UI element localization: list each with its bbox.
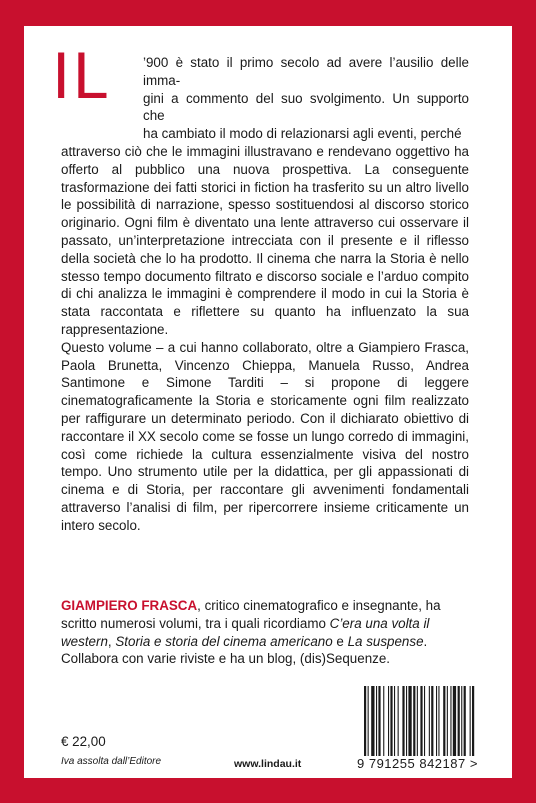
first-line-2: gini a commento del suo svolgimento. Un supporto che	[143, 90, 469, 124]
publisher-website: www.lindau.it	[234, 758, 302, 770]
author-title-2: Storia e storia del cinema americano	[115, 633, 333, 649]
drop-cap: IL	[52, 40, 109, 113]
barcode-graphic	[364, 686, 508, 756]
blurb-paragraph-1	[61, 54, 469, 339]
vat-note: Iva assolta dall’Editore	[61, 756, 162, 767]
author-sep-2: e	[332, 633, 348, 649]
price: € 22,00	[61, 734, 106, 749]
author-bio	[61, 597, 469, 668]
blurb-paragraph-2: Questo volume – a cui hanno collaborato, oltre a Giampiero Frasca, Paola Brunetta, Vincenzo Chieppa, Manuela Russo, Andrea Santimone e Simone Tarditi – si propone di leggere cinematograficamente la Storia e storicamente ogni film realizzato per raffigurare un determinato periodo. Con il dichiarato obiettivo di raccontare il XX secolo come se fosse un lungo corredo di immagini, così come richiede la cultura essenzialmente visiva del nostro tempo. Uno strumento utile per la didattica, per gli appassionati di cinema e di Storia, per raccontare gli avvenimenti fondamentali attraverso l’analisi di film, per ripercorrere insieme criticamente un intero secolo.	[61, 339, 469, 533]
author-title-1: C’era una volta il western	[61, 615, 430, 649]
first-line-3: ha cambiato il modo di relazionarsi agli eventi, perché	[143, 126, 462, 142]
author-sep-1: ,	[107, 633, 116, 649]
blurb-text	[61, 54, 469, 535]
first-line-1: ’900 è stato il primo secolo ad avere l’ausilio delle imma-	[143, 55, 469, 88]
white-text-panel	[24, 26, 512, 778]
paragraph-1-rest: attraverso ciò che le immagini illustravano e rendevano oggettivo ha offerto al pubblico una nuova prospettiva. La conseguente trasformazione dei fatti storici in fiction ha trasferito su un altro livello le possibilità di narrazione, spesso sostituendosi al discorso storico originario. Ogni film è diventato una lente attraverso cui osservare il passato, un’interpretazione intrecciata con il presente e il riflesso della società che lo ha prodotto. Il cinema che narra la Storia è nello stesso tempo documento filtrato e discorso sociale e l’arduo compito di chi analizza le immagini è comprendere il modo in cui la Storia è stata raccontata e riflettere su quanto ha influenzato la sua rappresentazione.	[61, 143, 469, 337]
author-text-1: , critico cinematografico e insegnante, ha scritto numerosi volumi, tra i quali ricordiamo	[61, 598, 441, 631]
author-title-3: La suspense	[347, 633, 424, 649]
author-name: GIAMPIERO FRASCA	[61, 598, 198, 613]
isbn-number: 9 791255 842187 >	[357, 756, 478, 771]
author-text-2: . Collabora con varie riviste e ha un blog, (dis)Sequenze.	[61, 633, 428, 667]
